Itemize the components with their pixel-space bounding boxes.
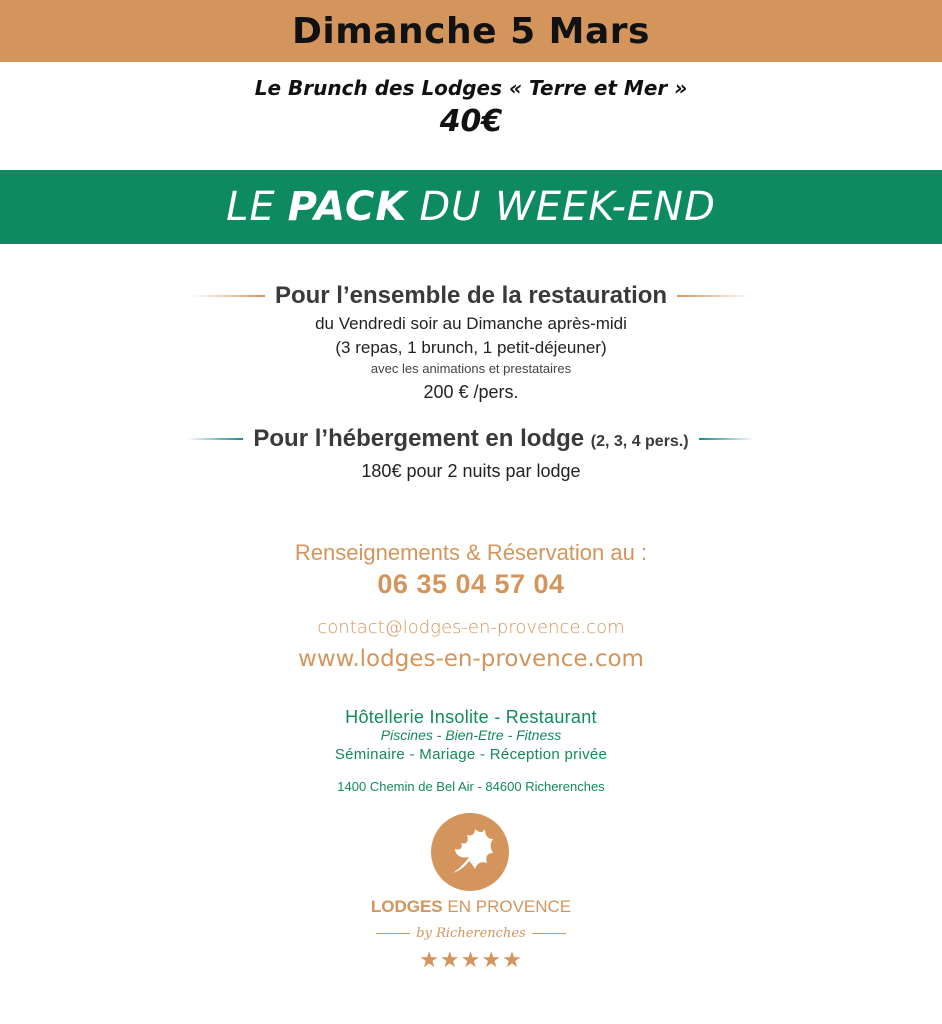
hebergement-heading-capacity: (2, 3, 4 pers.) — [590, 433, 689, 450]
pack-prefix: LE — [226, 184, 276, 230]
star-rating: ★★★★★ — [419, 948, 523, 973]
hebergement-heading-main: Pour l’hébergement en lodge — [253, 425, 585, 452]
contact-label: Renseignements & Réservation au : — [294, 540, 648, 565]
address: 1400 Chemin de Bel Air - 84600 Richerenches — [337, 779, 605, 794]
email-link[interactable]: contact@lodges-en-provence.com — [317, 617, 625, 638]
brand-bold: LODGES — [370, 897, 443, 916]
teal-divider-left — [187, 438, 243, 440]
signature: by Richerenches — [416, 926, 526, 941]
restauration-extras: avec les animations et prestataires — [370, 361, 572, 376]
event-date: Dimanche 5 Mars — [292, 10, 650, 52]
brunch-price: 40€ — [439, 104, 503, 139]
gold-divider-right — [677, 295, 751, 297]
services-line-3: Séminaire - Mariage - Réception privée — [334, 746, 608, 763]
services-line-2: Piscines - Bien-Etre - Fitness — [380, 727, 562, 743]
signature-line-left — [376, 933, 410, 934]
header-date-band — [0, 0, 942, 62]
restauration-heading: Pour l’ensemble de la restauration — [274, 282, 668, 309]
pack-bold: PACK — [287, 184, 408, 230]
oak-leaf-icon — [431, 813, 509, 891]
pack-banner — [0, 170, 942, 244]
hebergement-price: 180€ pour 2 nuits par lodge — [361, 461, 581, 481]
signature-row — [0, 926, 942, 941]
restauration-price: 200 € /pers. — [423, 382, 519, 402]
restauration-period: du Vendredi soir au Dimanche après-midi — [315, 314, 627, 333]
website-link[interactable]: www.lodges-en-provence.com — [298, 646, 644, 672]
signature-line-right — [532, 933, 566, 934]
phone-number[interactable]: 06 35 04 57 04 — [377, 569, 565, 599]
restauration-heading-row — [0, 282, 942, 310]
teal-divider-right — [699, 438, 755, 440]
services-line-1: Hôtellerie Insolite - Restaurant — [345, 707, 597, 727]
brunch-section — [0, 76, 942, 139]
brand-name — [0, 897, 942, 917]
brunch-title: Le Brunch des Lodges « Terre et Mer » — [254, 76, 688, 100]
brand-rest: EN PROVENCE — [447, 897, 572, 916]
hebergement-heading-row — [0, 425, 942, 453]
hebergement-heading — [253, 425, 688, 453]
restauration-meals: (3 repas, 1 brunch, 1 petit-déjeuner) — [335, 338, 607, 357]
pack-suffix: DU WEEK-END — [419, 184, 716, 230]
gold-divider-left — [191, 295, 265, 297]
